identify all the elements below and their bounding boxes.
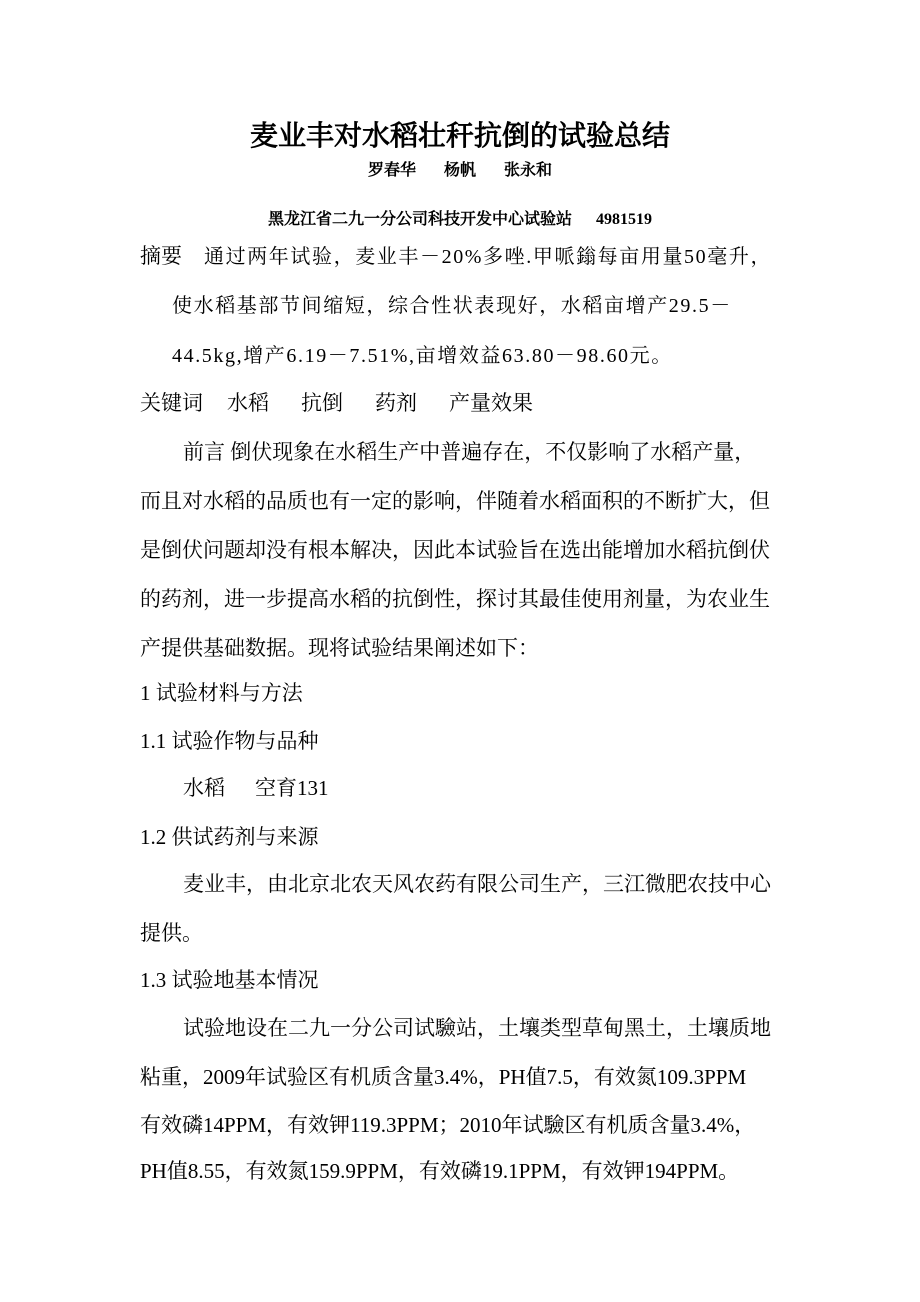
intro-line: 产提供基础数据。现将试验结果阐述如下： [140, 636, 539, 660]
site-line: 有效磷14PPM，有效钾119.3PPM；2010年试驗区有机质含量3.4%， [140, 1113, 756, 1137]
crop-name: 水稻 [183, 776, 225, 800]
abstract-text: 通过两年试验，麦业丰－20%多唑.甲哌鎓每亩用量50毫升， [204, 246, 773, 268]
keyword-item: 水稻 [227, 391, 269, 415]
affiliation [0, 209, 920, 231]
section-heading: 1 试验材料与方法 [140, 681, 303, 705]
section-heading: 1.2 供试药剂与来源 [140, 825, 319, 849]
abstract-label: 摘要 [140, 244, 182, 268]
section-heading: 1.3 试验地基本情况 [140, 968, 319, 992]
keyword-item: 产量效果 [449, 391, 533, 415]
crop-line [183, 776, 329, 800]
site-line: PH值8.55，有效氮159.9PPM，有效磷19.1PPM，有效钾194PPM。 [140, 1159, 740, 1183]
author-name: 杨帆 [443, 162, 476, 179]
keyword-item: 药剂 [375, 391, 417, 415]
author-name: 张永和 [504, 162, 553, 179]
keyword-item: 抗倒 [301, 391, 343, 415]
author-name: 罗春华 [367, 162, 416, 179]
crop-variety: 空育131 [255, 776, 329, 800]
source-line: 提供。 [140, 921, 203, 945]
intro-line: 的药剂，进一步提高水稻的抗倒性，探讨其最佳使用剂量，为农业生 [140, 587, 770, 611]
keywords-line [140, 391, 565, 415]
site-line: 试验地设在二九一分公司试驗站，土壤类型草甸黑土，土壤质地 [183, 1016, 771, 1040]
intro-line: 前言 倒伏现象在水稻生产中普遍存在，不仅影响了水稻产量， [183, 440, 756, 464]
affiliation-code: 4981519 [596, 211, 652, 228]
site-line: 粘重，2009年试验区有机质含量3.4%，PH值7.5，有效氮109.3PPM [140, 1065, 747, 1089]
keywords-label: 关键词 [140, 391, 203, 415]
affiliation-org: 黑龙江省二九一分公司科技开发中心试验站 [267, 211, 572, 228]
intro-line: 是倒伏问题却没有根本解决，因此本试验旨在选出能增加水稻抗倒伏 [140, 538, 770, 562]
document-title: 麦业丰对水稻壮秆抗倒的试验总结 [249, 121, 670, 152]
abstract-line [140, 244, 772, 269]
section-heading: 1.1 试验作物与品种 [140, 729, 319, 753]
intro-line: 而且对水稻的品质也有一定的影响，伴随着水稻面积的不断扩大，但 [140, 489, 770, 513]
abstract-line: 44.5kg,增产6.19－7.51%,亩增效益63.80－98.60元。 [172, 345, 673, 367]
author-list [0, 160, 920, 182]
source-line: 麦业丰，由北京北农天风农药有限公司生产，三江微肥农技中心 [183, 872, 771, 896]
abstract-line: 使水稻基部节间缩短，综合性状表现好，水稻亩增产29.5－ [172, 295, 732, 317]
